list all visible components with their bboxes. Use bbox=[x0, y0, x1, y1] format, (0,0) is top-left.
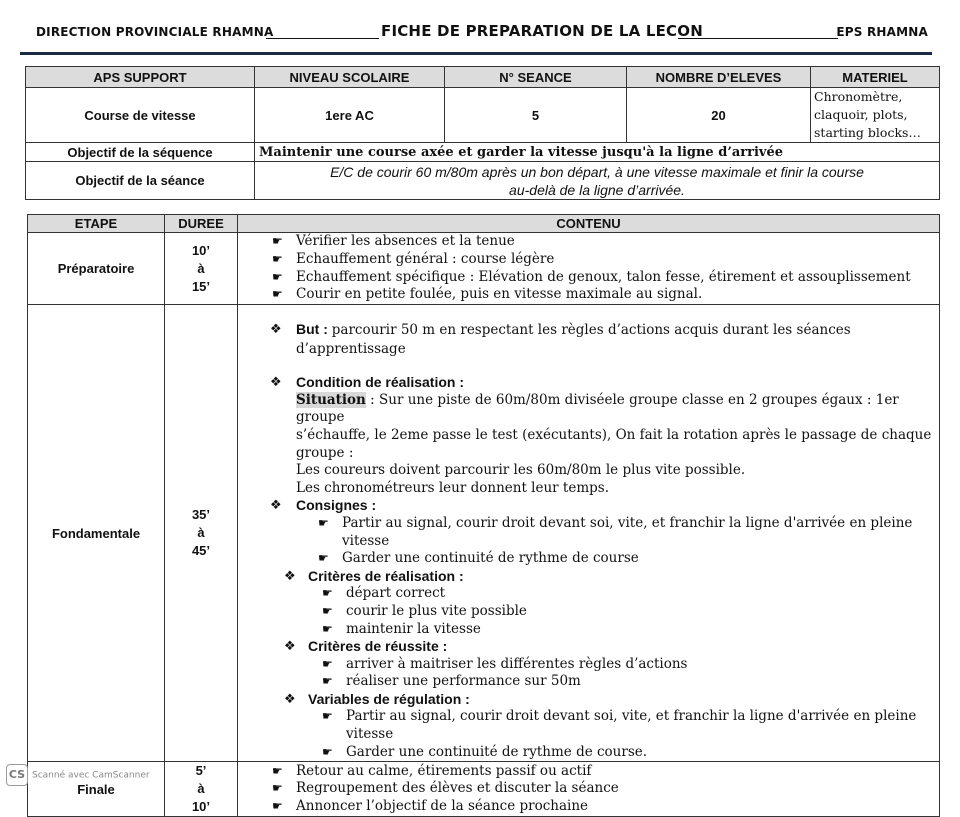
list-item bbox=[238, 286, 939, 304]
page-title: FICHE DE PREPARATION DE LA LECON bbox=[381, 22, 703, 40]
watermark-text: Scanné avec CamScanner bbox=[32, 770, 150, 781]
objectif-seance-label: Objectif de la séance bbox=[26, 162, 255, 200]
item-text: Retour au calme, étirements passif ou actif bbox=[296, 762, 592, 779]
duree-line: 15’ bbox=[191, 278, 211, 294]
hand-pointer-icon: ☛ bbox=[322, 674, 333, 689]
list-item bbox=[238, 673, 939, 691]
header-divider bbox=[20, 52, 932, 55]
lesson-header-row bbox=[28, 215, 940, 233]
criteres-realisation-heading bbox=[238, 568, 939, 586]
list-item bbox=[238, 780, 939, 798]
list-item bbox=[238, 621, 939, 639]
list-item bbox=[238, 603, 939, 621]
hand-pointer-icon: ☛ bbox=[272, 799, 283, 814]
stage-finale: Finale bbox=[28, 762, 165, 817]
hand-pointer-icon: ☛ bbox=[322, 709, 333, 724]
diamond-bullet-icon: ❖ bbox=[284, 639, 296, 655]
row-fondamentale bbox=[28, 305, 940, 762]
but-label: But : bbox=[296, 321, 328, 337]
situation-line: s’échauffe, le 2eme passe le test (exécutants), On fait la rotation après le passage de chaque groupe : bbox=[296, 426, 932, 461]
document-header bbox=[36, 22, 928, 44]
info-header-row bbox=[26, 67, 940, 88]
item-text: départ correct bbox=[346, 585, 446, 602]
content-preparatoire bbox=[238, 233, 940, 305]
list-item bbox=[238, 233, 939, 251]
situation-line: Les coureurs doivent parcourir les 60m/80m le plus vite possible. bbox=[296, 462, 746, 479]
duree-line: 10’ bbox=[191, 799, 211, 815]
hand-pointer-icon: ☛ bbox=[322, 744, 333, 759]
item-text: Garder une continuité de rythme de course bbox=[342, 550, 639, 567]
duree-line: 5’ bbox=[195, 763, 207, 779]
situation-line bbox=[296, 392, 939, 427]
diamond-bullet-icon: ❖ bbox=[270, 498, 282, 514]
content-finale bbox=[238, 762, 940, 817]
col-materiel: MATERIEL bbox=[811, 67, 940, 88]
row-preparatoire bbox=[28, 233, 940, 305]
col-aps: APS SUPPORT bbox=[26, 67, 255, 88]
situation-paragraph bbox=[238, 392, 939, 498]
but-text: parcourir 50 m en respectant les règles d’actions acquis durant les séances d’apprentissage bbox=[296, 322, 851, 357]
item-text: Regroupement des élèves et discuter la séance bbox=[296, 780, 619, 797]
hand-pointer-icon: ☛ bbox=[272, 763, 283, 778]
col-niveau: NIVEAU SCOLAIRE bbox=[255, 67, 445, 88]
list-item bbox=[238, 798, 939, 816]
hand-pointer-icon: ☛ bbox=[318, 515, 329, 530]
header-right: EPS RHAMNA bbox=[836, 25, 928, 39]
objectif-sequence-label: Objectif de la séquence bbox=[26, 143, 255, 162]
list-item bbox=[238, 515, 939, 550]
hand-pointer-icon: ☛ bbox=[322, 603, 333, 618]
hand-pointer-icon: ☛ bbox=[272, 287, 283, 302]
materiel-line: starting blocks… bbox=[814, 125, 921, 140]
condition-label: Condition de réalisation : bbox=[296, 374, 465, 391]
content-fondamentale bbox=[238, 305, 940, 762]
materiel-line: claquoir, plots, bbox=[814, 107, 908, 122]
situation-line: Les chronométreurs leur donnent leur temps. bbox=[296, 479, 609, 496]
item-text: Partir au signal, courir droit devant soi, vite, et franchir la ligne d'arrivée en pleine vitesse bbox=[346, 708, 917, 743]
objectif-seance-line: E/C de courir 60 m/80m après un bon départ, à une vitesse maximale et finir la course bbox=[330, 163, 864, 180]
stage-preparatoire: Préparatoire bbox=[28, 233, 165, 305]
item-text: Annoncer l’objectif de la séance prochaine bbox=[296, 798, 589, 815]
nombre-value: 20 bbox=[627, 88, 811, 143]
item-text: maintenir la vitesse bbox=[346, 620, 481, 637]
lesson-table bbox=[27, 214, 940, 817]
but-heading bbox=[238, 321, 939, 358]
diamond-bullet-icon: ❖ bbox=[284, 691, 296, 707]
list-item bbox=[238, 708, 939, 743]
hand-pointer-icon: ☛ bbox=[272, 269, 283, 284]
duree-line: à bbox=[197, 525, 205, 541]
duree-preparatoire bbox=[165, 233, 238, 305]
item-text: Garder une continuité de rythme de course. bbox=[346, 743, 648, 760]
variables-heading bbox=[238, 691, 939, 709]
header-rule-right bbox=[678, 38, 838, 39]
condition-heading bbox=[238, 374, 939, 392]
diamond-bullet-icon: ❖ bbox=[284, 568, 296, 584]
list-item bbox=[238, 269, 939, 287]
criteres-realisation-label: Critères de réalisation : bbox=[308, 567, 464, 584]
duree-line: à bbox=[197, 260, 205, 276]
objectif-sequence-text: Maintenir une course axée et garder la vitesse jusqu'à la ligne d’arrivée bbox=[255, 143, 940, 162]
materiel-value bbox=[811, 88, 940, 143]
aps-value: Course de vitesse bbox=[26, 88, 255, 143]
list-item bbox=[238, 744, 939, 762]
duree-finale bbox=[165, 762, 238, 817]
item-text: Vérifier les absences et la tenue bbox=[296, 233, 515, 250]
situation-label: Situation bbox=[296, 391, 366, 408]
item-text: réaliser une performance sur 50m bbox=[346, 673, 581, 690]
hand-pointer-icon: ☛ bbox=[272, 251, 283, 266]
info-values-row bbox=[26, 88, 940, 143]
objectif-sequence-row bbox=[26, 143, 940, 162]
col-duree: DUREE bbox=[165, 215, 238, 233]
hand-pointer-icon: ☛ bbox=[272, 781, 283, 796]
hand-pointer-icon: ☛ bbox=[322, 656, 333, 671]
hand-pointer-icon: ☛ bbox=[322, 586, 333, 601]
header-left: DIRECTION PROVINCIALE RHAMNA bbox=[36, 25, 274, 39]
materiel-line: Chronomètre, bbox=[814, 89, 903, 104]
duree-line: 35’ bbox=[191, 507, 211, 523]
diamond-bullet-icon: ❖ bbox=[270, 322, 282, 337]
stage-fondamentale: Fondamentale bbox=[28, 305, 165, 762]
objectif-seance-row bbox=[26, 162, 940, 200]
objectif-seance-line: au-delà de la ligne d’arrivée. bbox=[509, 181, 685, 198]
duree-line: 45’ bbox=[191, 543, 211, 559]
consignes-label: Consignes : bbox=[296, 497, 377, 514]
duree-fondamentale bbox=[165, 305, 238, 762]
item-text: arriver à maitriser les différentes règles d’actions bbox=[346, 655, 688, 672]
scanner-watermark bbox=[6, 764, 150, 786]
hand-pointer-icon: ☛ bbox=[272, 234, 283, 249]
col-seance: N° SEANCE bbox=[445, 67, 627, 88]
item-text: Partir au signal, courir droit devant soi, vite, et franchir la ligne d'arrivée en pleine vitesse bbox=[342, 514, 913, 549]
header-rule-left bbox=[266, 38, 379, 39]
criteres-reussite-label: Critères de réussite : bbox=[308, 638, 448, 655]
situation-text: : Sur une piste de 60m/80m diviséele groupe classe en 2 groupes égaux : 1er groupe bbox=[296, 391, 899, 426]
col-nombre: NOMBRE D’ELEVES bbox=[627, 67, 811, 88]
list-item bbox=[238, 585, 939, 603]
item-text: Echauffement spécifique : Elévation de genoux, talon fesse, étirement et assouplissement bbox=[296, 268, 911, 285]
list-item bbox=[238, 656, 939, 674]
duree-line: à bbox=[197, 781, 205, 797]
duree-line: 10’ bbox=[191, 242, 211, 258]
list-item bbox=[238, 763, 939, 781]
consignes-heading bbox=[238, 497, 939, 515]
hand-pointer-icon: ☛ bbox=[322, 621, 333, 636]
diamond-bullet-icon: ❖ bbox=[270, 375, 282, 391]
camscanner-logo-icon: CS bbox=[6, 764, 28, 786]
item-text: courir le plus vite possible bbox=[346, 602, 527, 619]
col-etape: ETAPE bbox=[28, 215, 165, 233]
row-finale bbox=[28, 762, 940, 817]
variables-label: Variables de régulation : bbox=[308, 690, 470, 707]
item-text: Echauffement général : course légère bbox=[296, 250, 555, 267]
info-table bbox=[25, 66, 940, 200]
seance-value: 5 bbox=[445, 88, 627, 143]
list-item bbox=[238, 251, 939, 269]
objectif-seance-text bbox=[255, 162, 940, 200]
list-item bbox=[238, 550, 939, 568]
criteres-reussite-heading bbox=[238, 638, 939, 656]
item-text: Courir en petite foulée, puis en vitesse maximale au signal. bbox=[296, 286, 703, 303]
niveau-value: 1ere AC bbox=[255, 88, 445, 143]
col-contenu: CONTENU bbox=[238, 215, 940, 233]
hand-pointer-icon: ☛ bbox=[318, 551, 329, 566]
